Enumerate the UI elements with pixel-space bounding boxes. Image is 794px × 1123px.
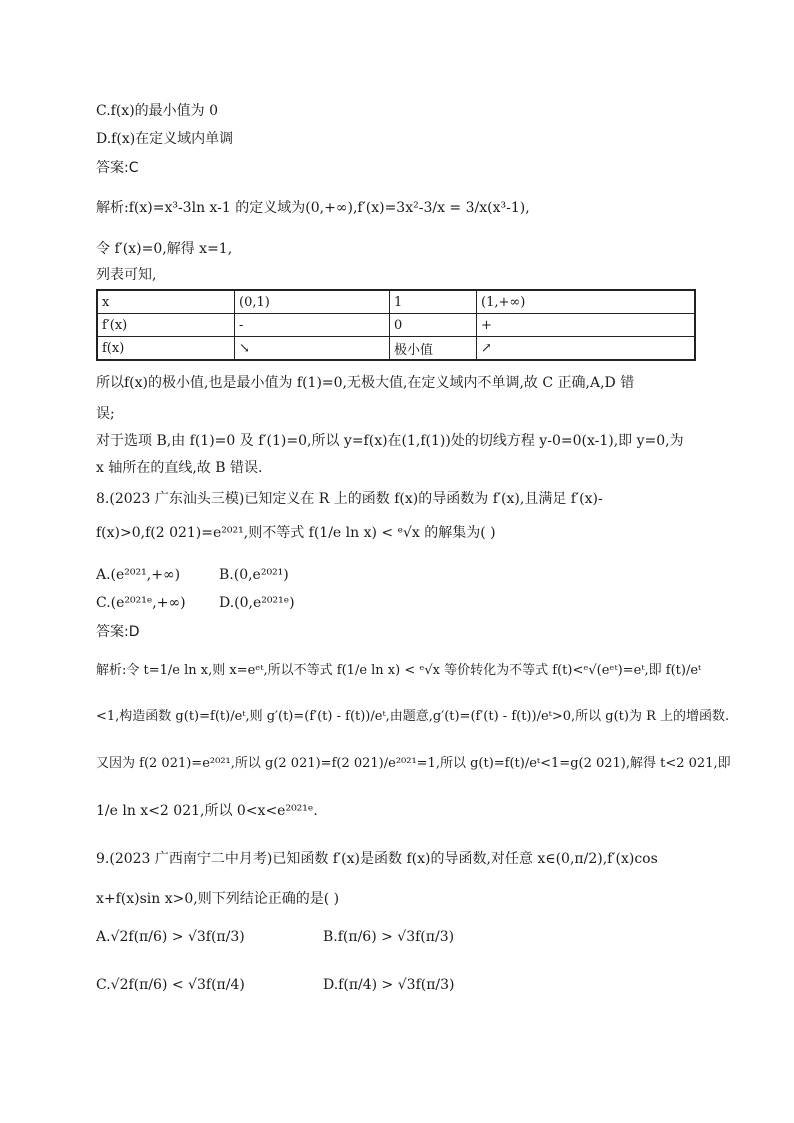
solution-7-line-2: 令 f′(x)=0,解得 x=1, (96, 241, 233, 257)
table-cell: ↘ (235, 337, 390, 361)
question-8-line-1: 8.(2023 广东汕头三模)已知定义在 R 上的函数 f(x)的导函数为 f′(x),且满足 f′(x)- (96, 491, 603, 507)
table-cell: (1,+∞) (477, 290, 696, 314)
table-row (97, 337, 695, 361)
table-cell: + (477, 314, 696, 337)
table-cell: 1 (390, 290, 477, 314)
solution-7-line-1: 解析:f(x)=x³-3ln x-1 的定义域为(0,+∞),f′(x)=3x²-3/x = 3/x(x³-1), (96, 200, 530, 216)
table-cell: ↗ (477, 337, 696, 361)
solution-8-line-3: 又因为 f(2 021)=e²⁰²¹,所以 g(2 021)=f(2 021)/e²⁰²¹=1,所以 g(t)=f(t)/eᵗ<1=g(2 021),解得 t<2 021,即 (96, 756, 731, 771)
solution-7-line-7: x 轴所在的直线,故 B 错误. (96, 460, 263, 476)
solution-8-line-1: 解析:令 t=1/e ln x,则 x=eᵉᵗ,所以不等式 f(1/e ln x) < ᵉ√x 等价转化为不等式 f(t)<ᵉ√(eᵉᵗ)=eᵗ,即 f(t)/eᵗ (96, 663, 702, 678)
solution-7-line-5: 误; (96, 406, 115, 422)
question-8-option-d: D.(0,e²⁰²¹ᵉ) (219, 595, 295, 611)
table-cell: x (97, 290, 235, 314)
question-9-line-1: 9.(2023 广西南宁二中月考)已知函数 f′(x)是函数 f(x)的导函数,对任意 x∈(0,π/2),f′(x)cos (96, 851, 658, 867)
table-cell: (0,1) (235, 290, 390, 314)
solution-7-line-3: 列表可知, (96, 267, 157, 283)
question-9-line-2: x+f(x)sin x>0,则下列结论正确的是( ) (96, 891, 340, 907)
question-9-option-b: B.f(π/6) > √3f(π/3) (323, 929, 455, 945)
variation-table (96, 289, 696, 361)
question-8-option-c: C.(e²⁰²¹ᵉ,+∞) (96, 595, 186, 611)
solution-8-line-2: <1,构造函数 g(t)=f(t)/eᵗ,则 g′(t)=(f′(t) - f(t))/eᵗ,由题意,g′(t)=(f′(t) - f(t))/eᵗ>0,所以 g(t)为 R 上的增函数. (96, 709, 730, 724)
solution-8-line-4: 1/e ln x<2 021,所以 0<x<e²⁰²¹ᵉ. (96, 803, 318, 819)
table-cell: - (235, 314, 390, 337)
option-c: C.f(x)的最小值为 0 (96, 103, 219, 119)
question-9-option-a: A.√2f(π/6) > √3f(π/3) (96, 929, 245, 945)
question-8-option-a: A.(e²⁰²¹,+∞) (96, 567, 181, 583)
table-cell: f′(x) (97, 314, 235, 337)
answer-8: 答案:D (96, 624, 140, 640)
answer-7: 答案:C (96, 160, 139, 176)
question-9-option-d: D.f(π/4) > √3f(π/3) (323, 977, 455, 993)
question-9-option-c: C.√2f(π/6) < √3f(π/4) (96, 977, 245, 993)
question-8-option-b: B.(0,e²⁰²¹) (219, 567, 289, 583)
solution-7-line-4: 所以f(x)的极小值,也是最小值为 f(1)=0,无极大值,在定义域内不单调,故 C 正确,A,D 错 (96, 375, 635, 391)
option-d: D.f(x)在定义域内单调 (96, 131, 234, 147)
table-row (97, 314, 695, 337)
table-cell: 0 (390, 314, 477, 337)
question-8-line-2: f(x)>0,f(2 021)=e²⁰²¹,则不等式 f(1/e ln x) < ᵉ√x 的解集为( ) (96, 525, 496, 541)
table-cell: 极小值 (390, 337, 477, 361)
table-row (97, 290, 695, 314)
table-cell: f(x) (97, 337, 235, 361)
solution-7-line-6: 对于选项 B,由 f(1)=0 及 f′(1)=0,所以 y=f(x)在(1,f(1))处的切线方程 y-0=0(x-1),即 y=0,为 (96, 433, 684, 449)
